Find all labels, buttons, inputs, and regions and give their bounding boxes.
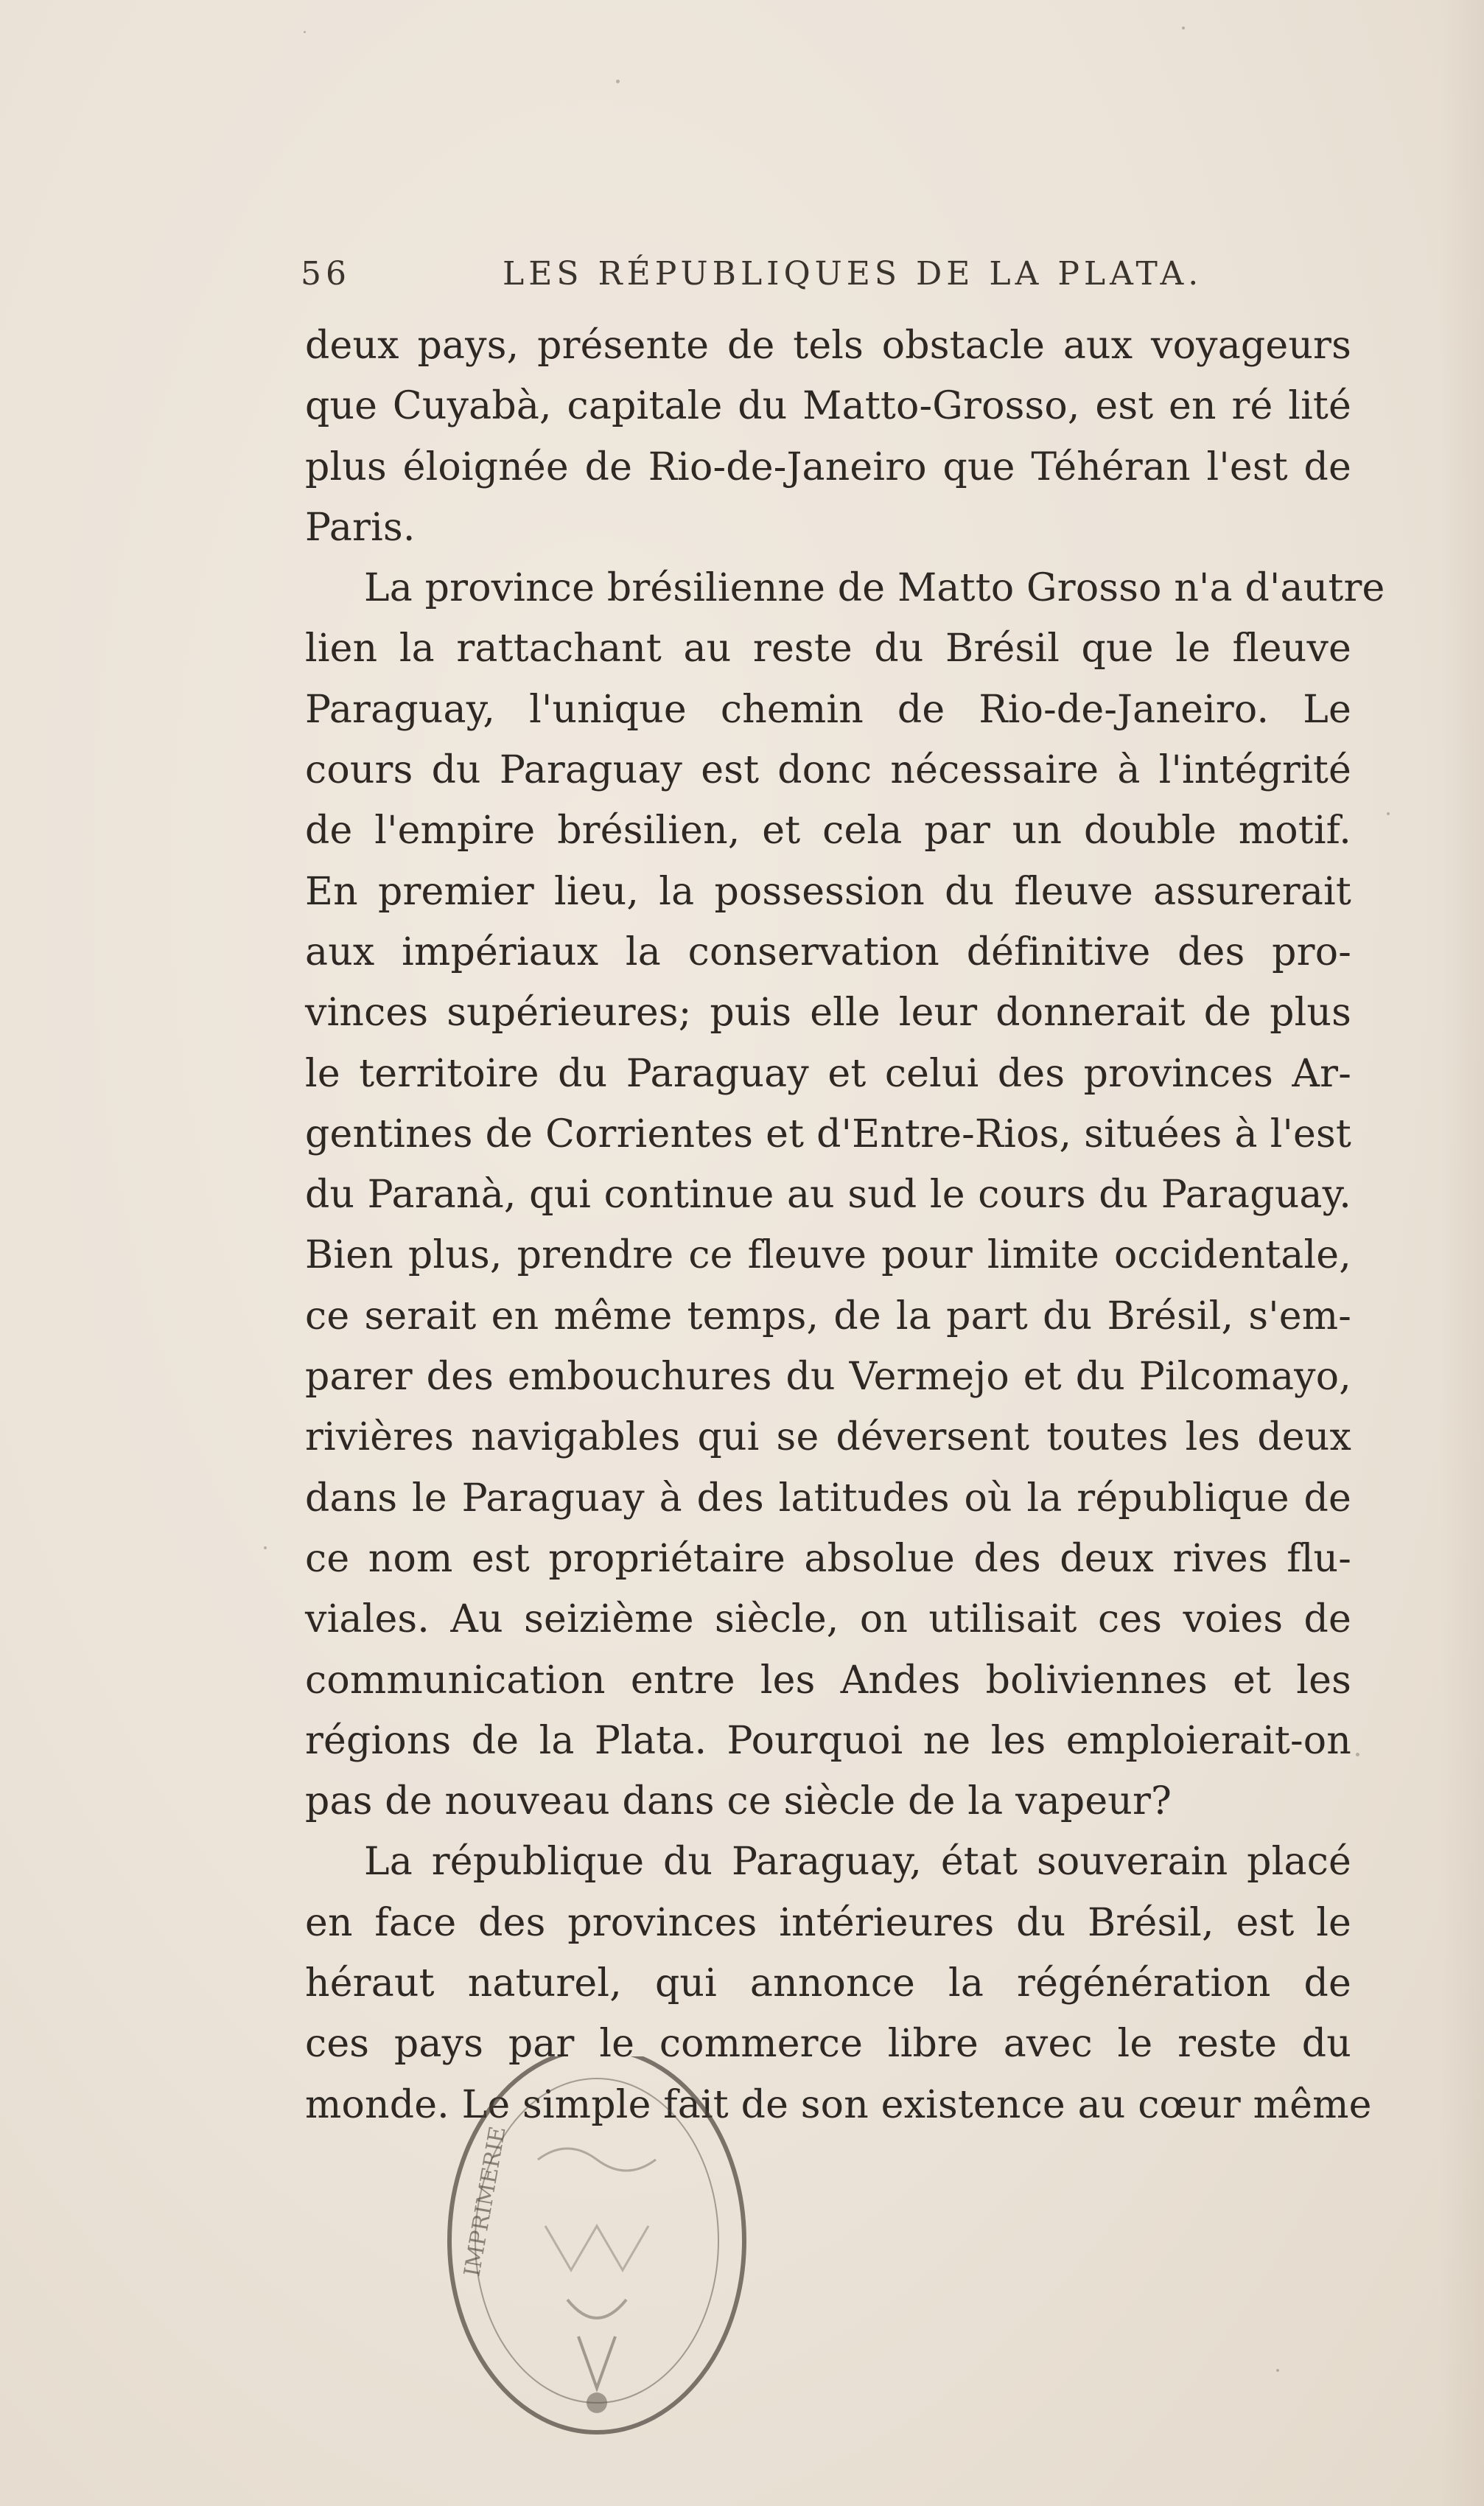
- library-stamp-icon: [427, 2056, 766, 2454]
- text-line: du Paranà, qui continue au sud le cours du Paraguay.: [305, 1173, 1351, 1218]
- text-line: régions de la Plata. Pourquoi ne les emploierait-on: [305, 1718, 1351, 1763]
- text-line: La province brésilienne de Matto Grosso n'a d'autre: [364, 566, 1385, 611]
- text-line: parer des embouchures du Vermejo et du Pilcomayo,: [305, 1355, 1351, 1400]
- stamp-text: IMPRIMERIE: [459, 2124, 511, 2279]
- text-line: monde. Le simple fait de son existence au cœur même: [305, 2082, 1372, 2127]
- text-line: le territoire du Paraguay et celui des provinces Ar-: [305, 1051, 1351, 1096]
- page-number: 56: [301, 255, 351, 293]
- text-line: viales. Au seizième siècle, on utilisait ces voies de: [305, 1597, 1351, 1642]
- text-line: Paris.: [305, 505, 416, 550]
- page-edge-shadow: [1440, 0, 1484, 2506]
- text-line: vinces supérieures; puis elle leur donnerait de plus: [305, 991, 1351, 1036]
- text-line: en face des provinces intérieures du Brésil, est le: [305, 1900, 1351, 1945]
- text-line: La république du Paraguay, état souverain placé: [364, 1840, 1351, 1885]
- text-line: ce serait en même temps, de la part du Brésil, s'em-: [305, 1294, 1351, 1338]
- text-line: deux pays, présente de tels obstacle aux voyageurs: [305, 324, 1351, 368]
- text-line: ce nom est propriétaire absolue des deux rives flu-: [305, 1536, 1351, 1581]
- text-line: communication entre les Andes boliviennes et les: [305, 1658, 1351, 1703]
- text-line: de l'empire brésilien, et cela par un double motif.: [305, 809, 1351, 854]
- running-head: [301, 255, 1354, 299]
- body-text: [305, 315, 1385, 2135]
- text-line: cours du Paraguay est donc nécessaire à l'intégrité: [305, 748, 1351, 793]
- text-line: ces pays par le commerce libre avec le reste du: [305, 2022, 1351, 2067]
- text-line: que Cuyabà, capitale du Matto-Grosso, est en ré lité: [305, 384, 1351, 429]
- text-line: aux impériaux la conservation définitive des pro-: [305, 929, 1351, 974]
- text-line: gentines de Corrientes et d'Entre-Rios, situées à l'est: [305, 1111, 1351, 1156]
- library-stamp: [427, 2056, 766, 2454]
- text-line: héraut naturel, qui annonce la régénération de: [305, 1961, 1351, 2006]
- text-line: lien la rattachant au reste du Brésil que le fleuve: [305, 626, 1351, 671]
- running-title: LES RÉPUBLIQUES DE LA PLATA.: [503, 255, 1203, 293]
- text-line: En premier lieu, la possession du fleuve assurerait: [305, 869, 1351, 914]
- text-line: plus éloignée de Rio-de-Janeiro que Téhéran l'est de: [305, 444, 1351, 489]
- text-line: Bien plus, prendre ce fleuve pour limite occidentale,: [305, 1233, 1351, 1278]
- text-line: dans le Paraguay à des latitudes où la république de: [305, 1476, 1351, 1521]
- text-line: pas de nouveau dans ce siècle de la vapeur?: [305, 1779, 1172, 1824]
- text-line: Paraguay, l'unique chemin de Rio-de-Janeiro. Le: [305, 687, 1351, 732]
- text-line: rivières navigables qui se déversent toutes les deux: [305, 1415, 1351, 1460]
